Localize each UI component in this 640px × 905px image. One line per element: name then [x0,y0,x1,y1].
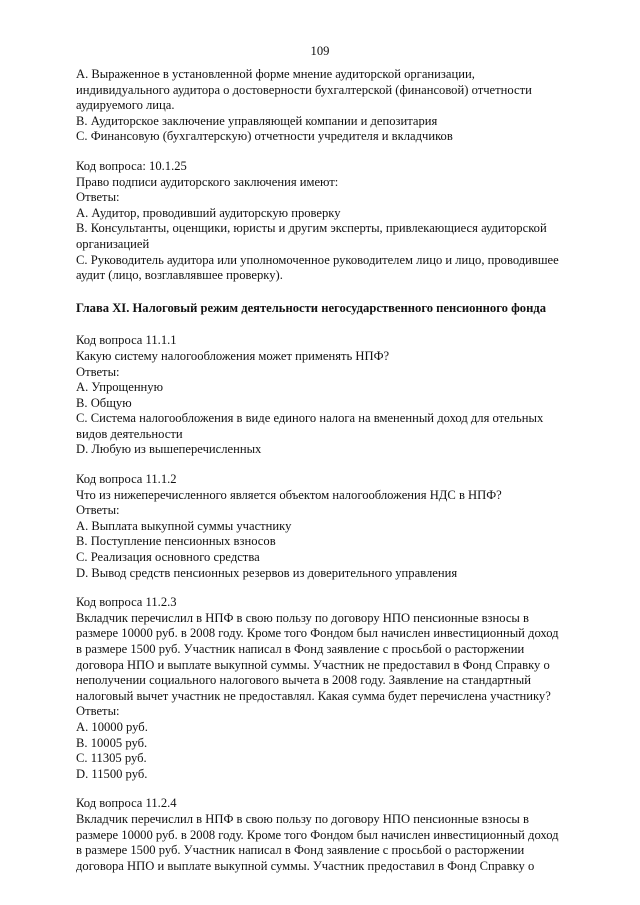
question-code: Код вопроса: 10.1.25 [76,158,187,173]
question-11-2-4 [76,796,586,874]
option-d: D. Любую из вышеперечисленных [76,442,262,457]
option-line: индивидуального аудитора о достоверности бухгалтерской (финансовой) отчетности [76,82,532,97]
question-line: в размере 1500 руб. Участник написал в Фонд заявление с просьбой о расторжении [76,843,525,858]
question-11-2-3 [76,595,586,782]
page-number: 109 [310,44,330,58]
page-content [76,67,586,874]
question-text: Какую систему налогообложения может применять НПФ? [76,348,390,363]
question-line: размере 10000 руб. в 2008 году. Кроме того Фондом был начислен инвестиционный доход [76,827,559,842]
question-10-1-25 [76,159,586,284]
option-c: С. Финансовую (бухгалтерскую) отчетности учредителя и вкладчиков [76,129,453,144]
option-c [76,253,586,284]
question-line: Вкладчик перечислил в НПФ в свою пользу по договору НПО пенсионные взносы в [76,610,529,625]
option-b: В. Общую [76,395,132,410]
answers-label: Ответы: [76,704,120,719]
option-d: D. 11500 руб. [76,766,148,781]
question-line: налоговый вычет участник не предоставлял. Какая сумма будет перечислена участнику? [76,688,551,703]
question-11-1-1 [76,333,586,458]
option-a: А. Выплата выкупной суммы участнику [76,518,292,533]
answers-label: Ответы: [76,190,120,205]
question-line: в размере 1500 руб. Участник написал в Фонд заявление с просьбой о расторжении [76,642,525,656]
option-c [76,411,586,442]
option-line: видов деятельности [76,426,183,441]
question-code: Код вопроса 11.2.4 [76,796,177,811]
chapter-title: Глава XI. Налоговый режим деятельности негосударственного пенсионного фонда [76,300,547,315]
option-line: организацией [76,236,150,251]
prev-question-options [76,67,586,145]
question-text: Право подписи аудиторского заключения имеют: [76,174,339,189]
option-b: В. Аудиторское заключение управляющей компании и депозитария [76,113,438,128]
question-text: Что из нижеперечисленного является объектом налогообложения НДС в НПФ? [76,487,502,502]
option-a: А. Упрощенную [76,380,164,395]
question-code: Код вопроса 11.1.1 [76,333,177,348]
option-line: С. Руководитель аудитора или уполномоченное руководителем лицо и лицо, проводившее [76,252,559,267]
option-a: А. 10000 руб. [76,719,148,734]
question-text [76,611,586,705]
question-code: Код вопроса 11.2.3 [76,595,177,610]
option-line: С. Система налогообложения в виде единого налога на вмененный доход для отельных [76,411,544,426]
question-line: Вкладчик перечислил в НПФ в свою пользу по договору НПО пенсионные взносы в [76,811,529,826]
option-b: В. Поступление пенсионных взносов [76,534,276,549]
question-11-1-2 [76,472,586,581]
question-line: размере 10000 руб. в 2008 году. Кроме того Фондом был начислен инвестиционный доход [76,626,559,641]
option-c: С. Реализация основного средства [76,550,260,565]
option-a [76,67,586,114]
option-line: А. Выраженное в установленной форме мнение аудиторской организации, [76,67,475,81]
option-c: С. 11305 руб. [76,751,147,766]
question-code: Код вопроса 11.1.2 [76,472,177,487]
option-d: D. Вывод средств пенсионных резервов из доверительного управления [76,565,458,580]
answers-label: Ответы: [76,503,120,518]
option-line: аудит (лицо, возглавлявшее проверку). [76,268,283,283]
question-line: неполучении социального налогового вычета в 2008 году. Заявление на стандартный [76,673,531,688]
question-text [76,812,586,874]
question-line: договора НПО и выплате выкупной суммы. Участник не предоставил в Фонд Справку о [76,657,550,672]
option-line: В. Консультанты, оценщики, юристы и другим эксперты, привлекающиеся аудиторской [76,221,547,236]
answers-label: Ответы: [76,364,120,379]
option-b [76,221,586,252]
option-line: аудируемого лица. [76,98,175,113]
question-line: договора НПО и выплате выкупной суммы. Участник предоставил в Фонд Справку о [76,858,535,873]
option-b: В. 10005 руб. [76,735,148,750]
option-a: А. Аудитор, проводивший аудиторскую проверку [76,205,341,220]
